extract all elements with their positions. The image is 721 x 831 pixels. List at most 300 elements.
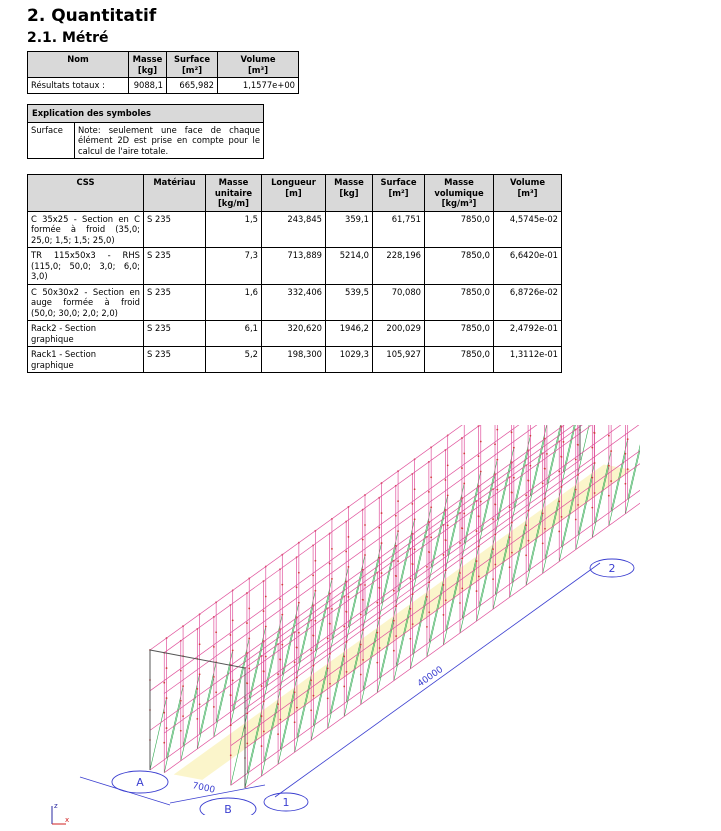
rack-node: [428, 581, 430, 583]
rack-node: [348, 596, 350, 598]
grid-axes: [80, 559, 634, 815]
rack-node: [544, 498, 546, 500]
summary-header-volume: Volume [m³]: [218, 52, 299, 78]
rack-node: [279, 659, 281, 661]
rack-beam: [231, 475, 640, 785]
rack-node: [608, 435, 610, 437]
rack-node: [232, 619, 234, 621]
rack-node: [163, 742, 165, 744]
rack-node: [511, 492, 513, 494]
rack-node: [496, 429, 498, 431]
css-cell: 1,3112e-01: [494, 347, 562, 373]
css-row: [28, 248, 562, 285]
css-row: [28, 284, 562, 321]
rack-node: [542, 512, 544, 514]
rack-node: [426, 596, 428, 598]
css-cell: 359,1: [326, 211, 373, 248]
rack-node: [610, 450, 612, 452]
rack-brace: [628, 427, 640, 499]
rack-node: [248, 668, 250, 670]
rack-node: [199, 643, 201, 645]
rack-node: [296, 707, 298, 709]
rack-node: [447, 524, 449, 526]
rack-node: [381, 572, 383, 574]
rack-node: [414, 518, 416, 520]
rack-node: [542, 542, 544, 544]
rack-node: [376, 662, 378, 664]
css-cell: Rack2 - Section graphique: [28, 321, 144, 347]
rack-node: [461, 557, 463, 559]
rack-node: [360, 614, 362, 616]
rack-node: [215, 631, 217, 633]
rack-node: [608, 495, 610, 497]
summary-header-mass: Masse [kg]: [129, 52, 167, 78]
rack-node: [180, 730, 182, 732]
rack-node: [345, 551, 347, 553]
rack-node: [594, 492, 596, 494]
dimension-7000: 7000: [191, 781, 216, 796]
rack-node: [528, 540, 530, 542]
rack-node: [327, 637, 329, 639]
rack-node: [362, 629, 364, 631]
rack-node: [261, 745, 263, 747]
grid-label-2: 2: [608, 562, 616, 575]
rack-node: [511, 522, 513, 524]
rack-node: [546, 453, 548, 455]
rack-node: [246, 742, 248, 744]
rack-node: [314, 620, 316, 622]
rack-node: [294, 661, 296, 663]
rack-node: [360, 674, 362, 676]
rack-node: [331, 548, 333, 550]
rack-node: [494, 534, 496, 536]
rack-node: [496, 459, 498, 461]
css-cell: 6,1: [206, 321, 262, 347]
rack-node: [294, 691, 296, 693]
css-cell: 320,620: [262, 321, 326, 347]
rack-node: [430, 536, 432, 538]
css-cell: 4,5745e-02: [494, 211, 562, 248]
symbols-note: Note: seulement une face de chaque élément 2D est prise en compte pour le calcul de l'aire totale.: [75, 122, 264, 159]
css-cell: 5214,0: [326, 248, 373, 285]
rack-node: [246, 682, 248, 684]
rack-node: [298, 602, 300, 604]
section-heading: 2. Quantitatif: [27, 6, 157, 26]
css-cell: Rack1 - Section graphique: [28, 347, 144, 373]
rack-node: [492, 548, 494, 550]
rack-node: [426, 566, 428, 568]
rack-node: [544, 528, 546, 530]
rack-node: [265, 656, 267, 658]
css-cell: 6,6420e-01: [494, 248, 562, 285]
css-cell: 7850,0: [425, 284, 494, 321]
css-cell: 198,300: [262, 347, 326, 373]
css-cell: 7850,0: [425, 321, 494, 347]
rack-node: [263, 610, 265, 612]
rack-node: [397, 530, 399, 532]
rack-node: [624, 483, 626, 485]
rack-node: [478, 455, 480, 457]
rack-node: [310, 679, 312, 681]
css-header-css: CSS: [28, 175, 144, 212]
rack-node: [346, 671, 348, 673]
rack-node: [575, 519, 577, 521]
rack-node: [428, 551, 430, 553]
rack-node: [478, 546, 480, 548]
rack-node: [443, 614, 445, 616]
rack-node: [492, 578, 494, 580]
css-cell: S 235: [144, 321, 206, 347]
rack-node: [180, 670, 182, 672]
rack-node: [509, 506, 511, 508]
rack-node: [428, 491, 430, 493]
rack-node: [376, 632, 378, 634]
rack-frames: [149, 425, 640, 788]
css-cell: 243,845: [262, 211, 326, 248]
rack-node: [277, 733, 279, 735]
rack-node: [296, 647, 298, 649]
rack-node: [294, 721, 296, 723]
rack-node: [412, 623, 414, 625]
rack-node: [528, 480, 530, 482]
rack-node: [610, 480, 612, 482]
rack-node: [461, 527, 463, 529]
rack-node: [213, 646, 215, 648]
rack-node: [544, 468, 546, 470]
rack-node: [230, 694, 232, 696]
rack-node: [393, 590, 395, 592]
rack-node: [199, 673, 201, 675]
rack-node: [166, 697, 168, 699]
rack-node: [343, 626, 345, 628]
rack-node: [381, 542, 383, 544]
css-header-volume: Volume [m³]: [494, 175, 562, 212]
rack-node: [331, 608, 333, 610]
rack-node: [327, 667, 329, 669]
rack-node: [558, 501, 560, 503]
grid-label-b: B: [224, 803, 232, 815]
rack-node: [594, 432, 596, 434]
rack-node: [248, 608, 250, 610]
rack-node: [480, 441, 482, 443]
rack-node: [608, 465, 610, 467]
css-row: [28, 347, 562, 373]
css-cell: 1,5: [206, 211, 262, 248]
rack-node: [265, 626, 267, 628]
css-cell: 7850,0: [425, 347, 494, 373]
symbols-title: Explication des symboles: [28, 105, 264, 123]
css-cell: 5,2: [206, 347, 262, 373]
rack-node: [180, 700, 182, 702]
css-cell: S 235: [144, 248, 206, 285]
rack-node: [393, 620, 395, 622]
css-header-length: Longueur [m]: [262, 175, 326, 212]
rack-node: [376, 602, 378, 604]
rack-node: [230, 634, 232, 636]
rack-node: [232, 679, 234, 681]
rack-node: [591, 507, 593, 509]
rack-node: [494, 443, 496, 445]
rack-node: [447, 494, 449, 496]
rack-node: [329, 683, 331, 685]
rack-node: [395, 605, 397, 607]
css-cell: 1946,2: [326, 321, 373, 347]
rack-node: [463, 513, 465, 515]
rack-node: [379, 587, 381, 589]
rack-beam: [245, 425, 640, 709]
axis-triad: [44, 800, 72, 828]
rack-node: [263, 671, 265, 673]
summary-table: [27, 51, 299, 94]
css-cell: 1,6: [206, 284, 262, 321]
rack-node: [577, 444, 579, 446]
rack-node: [166, 667, 168, 669]
rack-node: [447, 464, 449, 466]
css-cell: 200,029: [373, 321, 425, 347]
rack-node: [459, 572, 461, 574]
rack-node: [478, 576, 480, 578]
css-cell: 713,889: [262, 248, 326, 285]
css-cell: C 50x30x2 - Section en auge formée à froid (50,0; 30,0; 2,0; 2,0): [28, 284, 144, 321]
rack-node: [513, 447, 515, 449]
rack-node: [480, 501, 482, 503]
rack-node: [182, 715, 184, 717]
subsection-heading: 2.1. Métré: [27, 30, 109, 46]
rack-node: [298, 632, 300, 634]
css-row: [28, 321, 562, 347]
rack-node: [575, 459, 577, 461]
rack-node: [409, 638, 411, 640]
rack-node: [525, 494, 527, 496]
rack-node: [395, 515, 397, 517]
rack-node: [215, 691, 217, 693]
rack-node: [279, 719, 281, 721]
z-axis-label: z: [54, 802, 58, 810]
dimension-40000: 40000: [415, 664, 446, 690]
rack-node: [230, 754, 232, 756]
rack-node: [445, 479, 447, 481]
rack-node: [381, 512, 383, 514]
rack-node: [558, 531, 560, 533]
rack-node: [364, 524, 366, 526]
rack-node: [558, 471, 560, 473]
rack-node: [476, 560, 478, 562]
css-cell: 1029,3: [326, 347, 373, 373]
rack-node: [348, 566, 350, 568]
rack-node: [248, 638, 250, 640]
rack-node: [463, 483, 465, 485]
css-cell: 228,196: [373, 248, 425, 285]
css-header-row: [28, 175, 562, 212]
rack-node: [261, 685, 263, 687]
rack-node: [364, 584, 366, 586]
rack-node: [279, 598, 281, 600]
summary-row: [28, 78, 299, 94]
rack-node: [296, 586, 298, 588]
symbols-table: [27, 104, 264, 159]
rack-node: [362, 659, 364, 661]
x-axis-label: x: [65, 816, 70, 824]
css-header-mass: Masse [kg]: [326, 175, 373, 212]
grid-label-a: A: [136, 776, 144, 789]
rack-node: [213, 676, 215, 678]
rack-node: [591, 447, 593, 449]
rack-node: [327, 697, 329, 699]
css-cell: C 35x25 - Section en C formée à froid (35,0; 25,0; 1,5; 1,5; 25,0): [28, 211, 144, 248]
css-cell: 539,5: [326, 284, 373, 321]
css-cell: 6,8726e-02: [494, 284, 562, 321]
rack-node: [279, 689, 281, 691]
rack-node: [459, 602, 461, 604]
rack-node: [463, 453, 465, 455]
css-cell: 70,080: [373, 284, 425, 321]
rack-node: [430, 506, 432, 508]
rack-beam: [231, 425, 640, 706]
rack-node: [261, 715, 263, 717]
rack-node: [329, 653, 331, 655]
rack-node: [277, 703, 279, 705]
rack-node: [561, 486, 563, 488]
rack-node: [343, 656, 345, 658]
rack-node: [310, 649, 312, 651]
rack-node: [511, 431, 513, 433]
rack-node: [459, 542, 461, 544]
rack-node: [445, 599, 447, 601]
rack-node: [476, 590, 478, 592]
rack-node: [199, 703, 201, 705]
rack-node: [529, 435, 531, 437]
css-header-surface: Surface [m²]: [373, 175, 425, 212]
css-cell: 61,751: [373, 211, 425, 248]
rack-node: [314, 590, 316, 592]
rack-node: [314, 560, 316, 562]
rack-node: [461, 587, 463, 589]
floor-area: [174, 465, 633, 780]
rack-node: [561, 516, 563, 518]
rack-node: [281, 584, 283, 586]
rack-node: [414, 488, 416, 490]
css-header-unit-mass: Masse unitaire [kg/m]: [206, 175, 262, 212]
css-cell: 332,406: [262, 284, 326, 321]
rack-node: [393, 650, 395, 652]
css-cell: S 235: [144, 211, 206, 248]
rack-node: [577, 504, 579, 506]
rack-node: [182, 685, 184, 687]
rack-node: [496, 489, 498, 491]
css-cell: 105,927: [373, 347, 425, 373]
css-cell: TR 115x50x3 - RHS (115,0; 50,0; 3,0; 6,0; 3,0): [28, 248, 144, 285]
rack-node: [480, 471, 482, 473]
rack-node: [511, 552, 513, 554]
rack-node: [594, 462, 596, 464]
rack-node: [492, 518, 494, 520]
rack-node: [513, 477, 515, 479]
symbols-row: [28, 122, 264, 159]
rack-node: [476, 530, 478, 532]
rack-node: [443, 584, 445, 586]
rack-node: [263, 701, 265, 703]
rack-node: [362, 539, 364, 541]
rack-node: [166, 727, 168, 729]
css-cell: 7850,0: [425, 248, 494, 285]
rack-node: [563, 441, 565, 443]
rack-node: [412, 593, 414, 595]
rack-node: [428, 611, 430, 613]
rack-node: [591, 477, 593, 479]
rack-node: [561, 456, 563, 458]
css-cell: 7850,0: [425, 211, 494, 248]
css-header-density: Masse volumique [kg/m³]: [425, 175, 494, 212]
css-cell: S 235: [144, 284, 206, 321]
rack-node: [310, 709, 312, 711]
rack-node: [343, 686, 345, 688]
rack-node: [412, 563, 414, 565]
rack-node: [411, 503, 413, 505]
rack-node: [313, 635, 315, 637]
rack-node: [313, 665, 315, 667]
rack-node: [379, 617, 381, 619]
summary-header-row: [28, 52, 299, 78]
rack-node: [298, 572, 300, 574]
rack-node: [265, 596, 267, 598]
rack-node: [329, 563, 331, 565]
rack-node: [627, 468, 629, 470]
rack-node: [313, 695, 315, 697]
rack-node: [312, 574, 314, 576]
rack-node: [443, 554, 445, 556]
rack-node: [362, 599, 364, 601]
summary-cell: 665,982: [167, 78, 218, 94]
css-table: [27, 174, 562, 373]
rack-node: [277, 673, 279, 675]
rack-node: [494, 564, 496, 566]
symbols-header-row: [28, 105, 264, 123]
rack-node: [360, 644, 362, 646]
css-cell: 2,4792e-01: [494, 321, 562, 347]
rack-node: [395, 635, 397, 637]
rack-node: [430, 476, 432, 478]
rack-node: [414, 548, 416, 550]
css-header-material: Matériau: [144, 175, 206, 212]
rack-node: [509, 566, 511, 568]
css-cell: 7,3: [206, 248, 262, 285]
rack-node: [213, 706, 215, 708]
rack-node: [364, 554, 366, 556]
rack-node: [509, 536, 511, 538]
rack-node: [331, 578, 333, 580]
summary-header-name: Nom: [28, 52, 129, 78]
summary-cell: 1,1577e+00: [218, 78, 299, 94]
rack-node: [528, 510, 530, 512]
rack-node: [575, 489, 577, 491]
rack-node: [329, 623, 331, 625]
rack-node: [445, 539, 447, 541]
css-row: [28, 211, 562, 248]
rack-node: [577, 474, 579, 476]
rack-node: [246, 712, 248, 714]
rack-node: [409, 608, 411, 610]
summary-cell: 9088,1: [129, 78, 167, 94]
rack-node: [529, 465, 531, 467]
rack-node: [397, 560, 399, 562]
rack-node: [627, 438, 629, 440]
rack-node: [409, 578, 411, 580]
rack-node: [230, 724, 232, 726]
rack-node: [348, 536, 350, 538]
rack-node: [379, 647, 381, 649]
rack-node: [397, 500, 399, 502]
rack-node: [525, 524, 527, 526]
